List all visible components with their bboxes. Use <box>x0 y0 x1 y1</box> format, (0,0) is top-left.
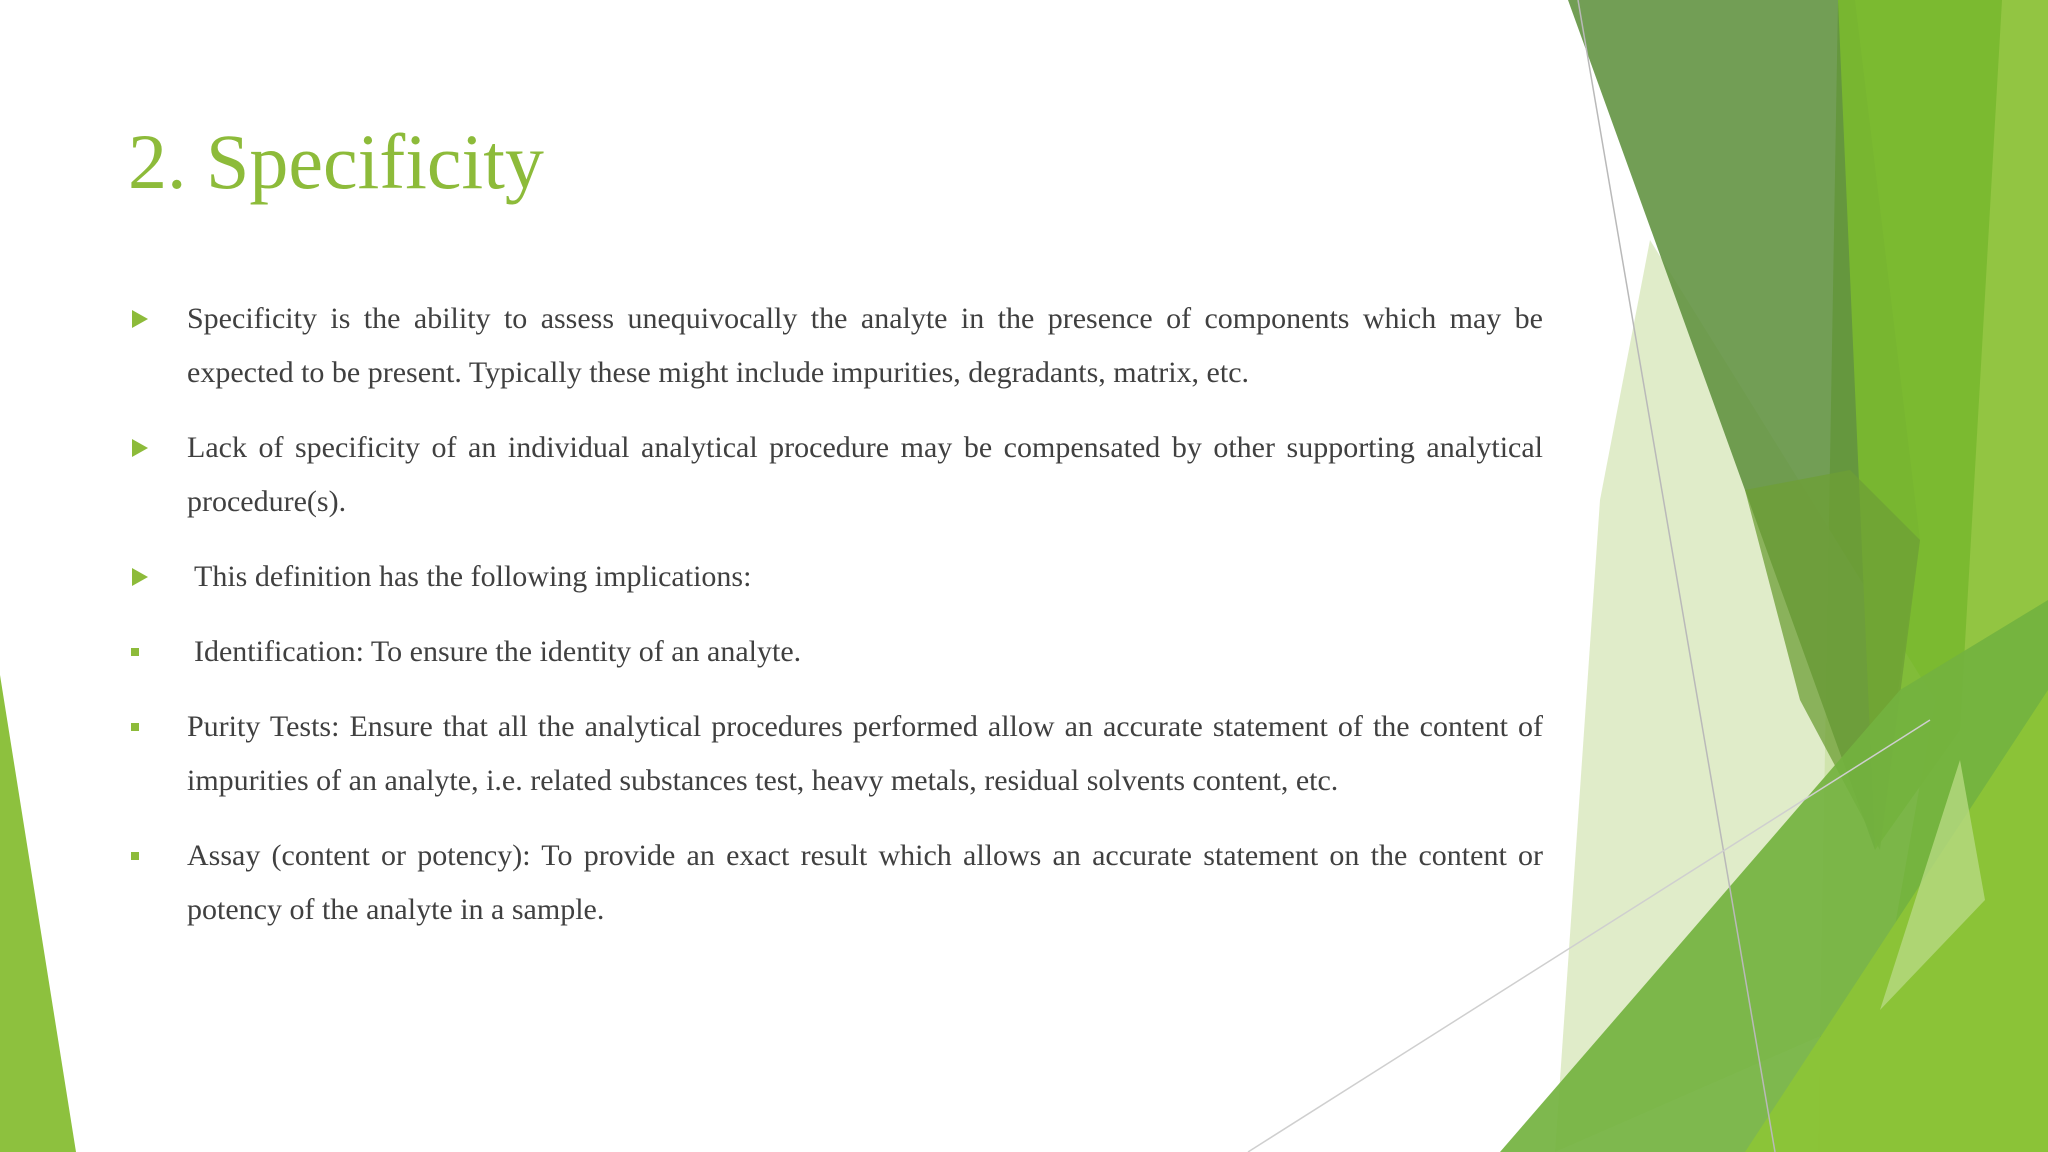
bullet-item <box>128 550 1543 604</box>
triangle-bullet-icon <box>128 292 150 346</box>
bullet-text: This definition has the following implications: <box>194 560 752 593</box>
bullet-item <box>128 700 1543 808</box>
square-bullet-icon <box>128 829 150 883</box>
bullet-text: Specificity is the ability to assess unequivocally the analyte in the presence of components which may be expected to be present. Typically these might include impurities, degradants, matrix, etc. <box>187 302 1543 389</box>
left-green-sliver <box>0 675 76 1152</box>
bullet-item <box>128 292 1543 400</box>
triangle-bullet-icon <box>128 421 150 475</box>
slide-title: 2. Specificity <box>128 118 544 205</box>
triangle-bullet-icon <box>128 550 150 604</box>
square-bullet-icon <box>128 625 150 679</box>
bullet-text: Assay (content or potency): To provide an exact result which allows an accurate statement on the content or potency of the analyte in a sample. <box>187 839 1543 926</box>
bullet-text: Lack of specificity of an individual analytical procedure may be compensated by other supporting analytical procedure(s). <box>187 431 1543 518</box>
bullet-item <box>128 421 1543 529</box>
bullet-item <box>128 625 1543 679</box>
square-bullet-icon <box>128 700 150 754</box>
bullet-text: Identification: To ensure the identity of an analyte. <box>194 635 802 668</box>
bullet-item <box>128 829 1543 937</box>
bullet-text: Purity Tests: Ensure that all the analytical procedures performed allow an accurate statement of the content of impurities of an analyte, i.e. related substances test, heavy metals, residual solvents content, etc. <box>187 710 1543 797</box>
bullet-list <box>128 292 1543 958</box>
